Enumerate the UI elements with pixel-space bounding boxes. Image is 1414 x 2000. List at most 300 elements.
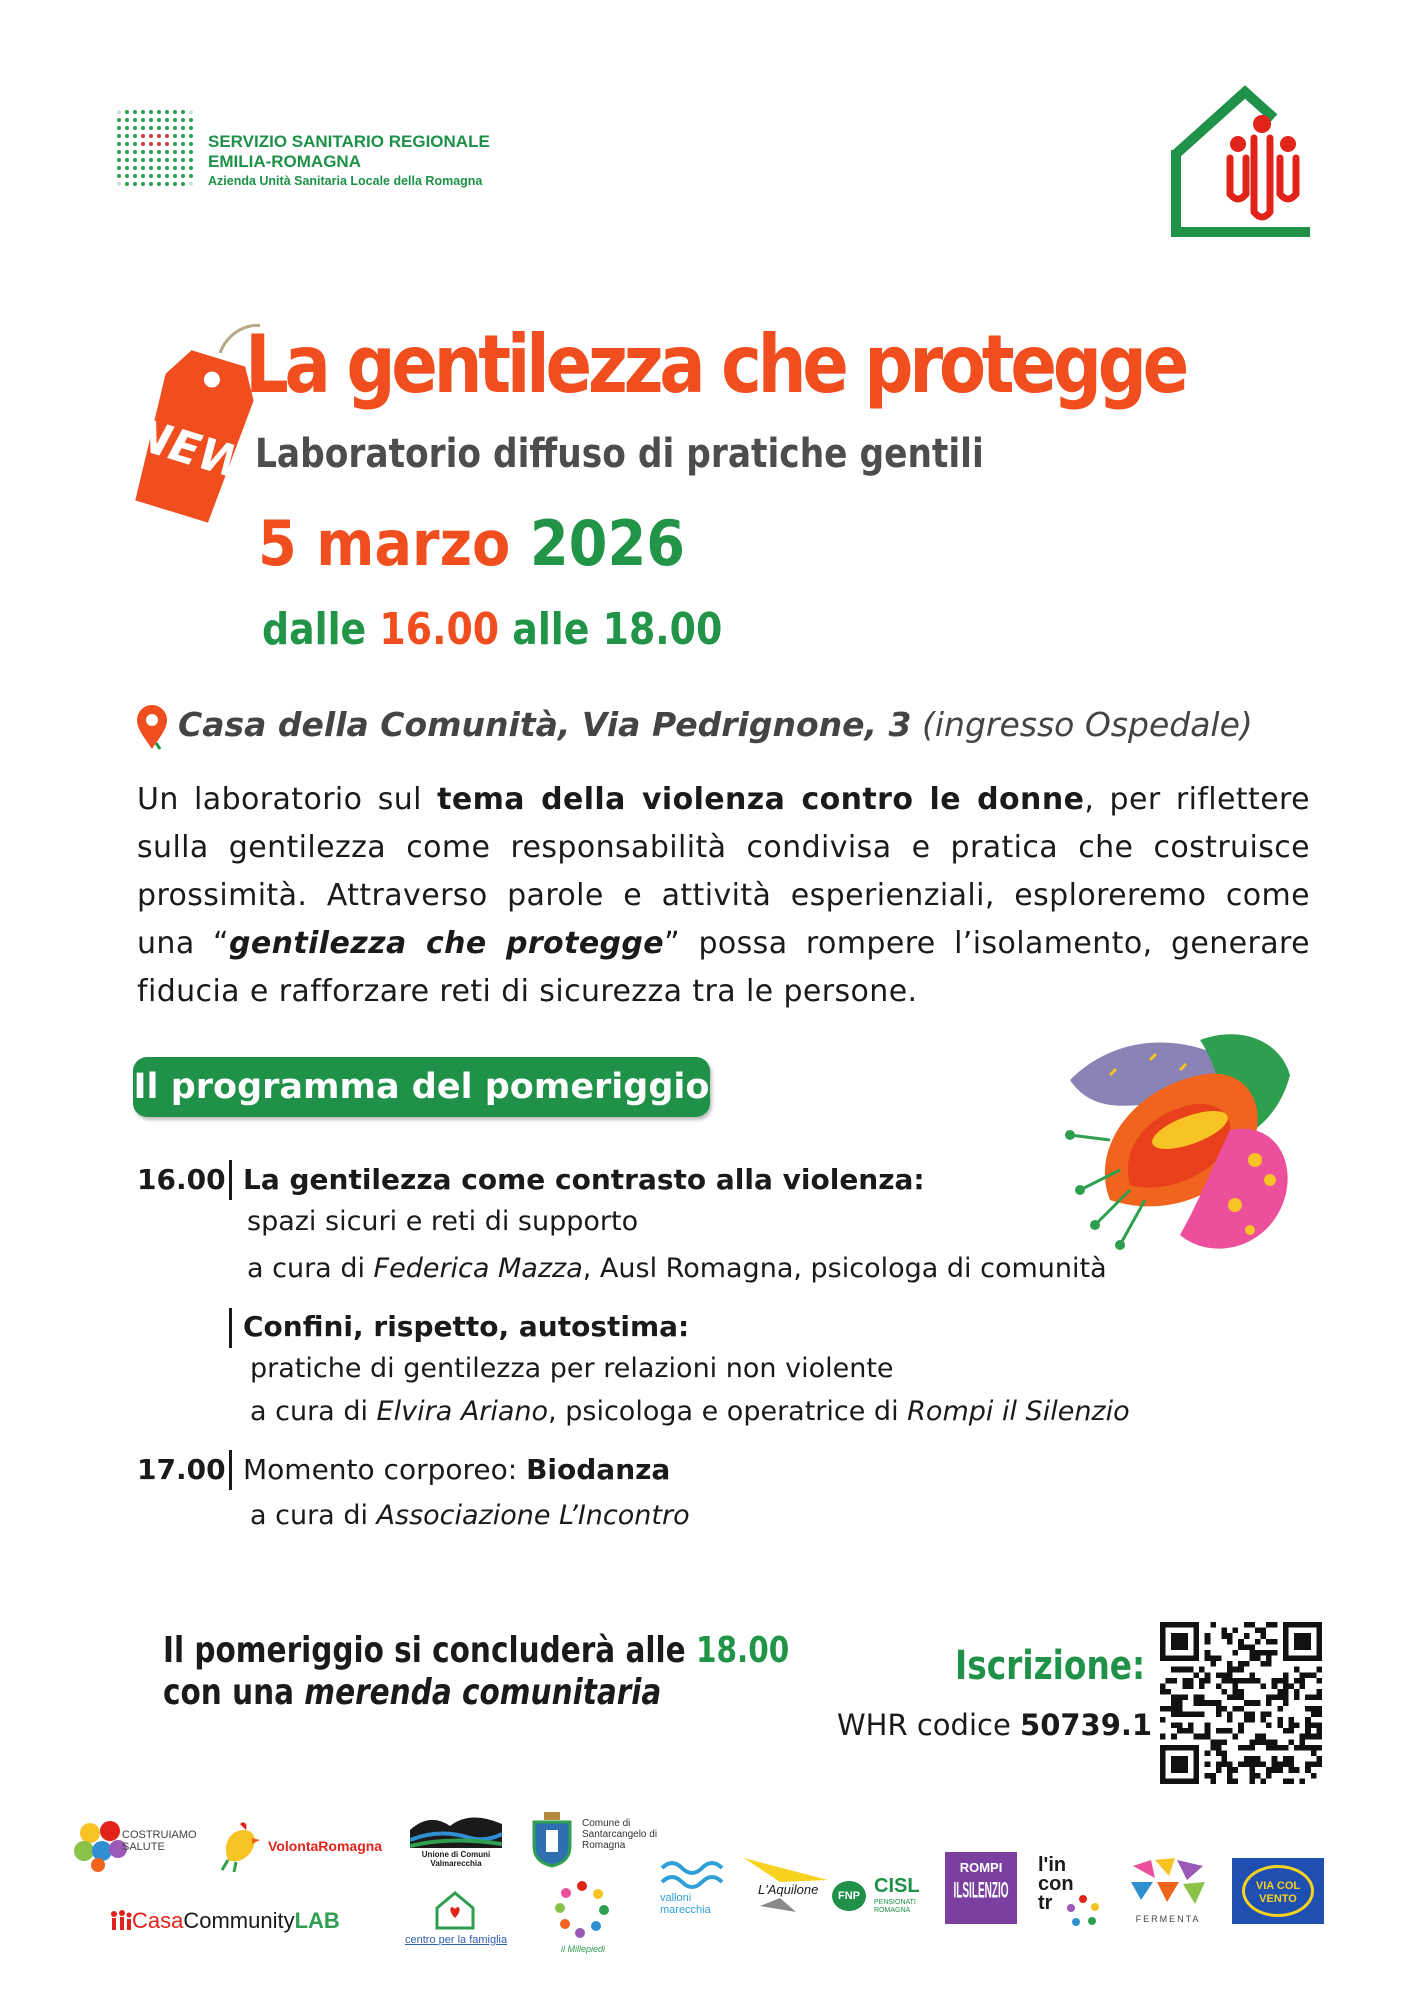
logo-dot [181, 134, 185, 138]
curated-name: Associazione L’Incontro [376, 1500, 690, 1531]
qr-module [1188, 1728, 1194, 1734]
qr-module [1288, 1762, 1294, 1768]
program-heading: Il programma del pomeriggio [133, 1057, 710, 1117]
qr-module [1311, 1745, 1317, 1751]
fermenta-text: FERMENTA [1135, 1914, 1201, 1924]
lincontro-text: l'in con tr [1038, 1854, 1074, 1914]
ssr-logo-text [208, 132, 490, 190]
closing-line1-prefix: Il pomeriggio si concluderà alle [163, 1630, 696, 1671]
qr-module [1261, 1717, 1267, 1723]
qr-module [1288, 1683, 1294, 1689]
qr-module [1244, 1756, 1250, 1762]
closing-line2-prefix: con una [163, 1672, 305, 1713]
costruiamo-salute-text: COSTRUIAMO SALUTE [122, 1829, 197, 1853]
qr-module [1277, 1717, 1283, 1723]
event-date [258, 505, 685, 583]
qr-module [1199, 1711, 1205, 1717]
qr-module [1171, 1695, 1177, 1701]
qr-module [1249, 1717, 1255, 1723]
logo-dot [181, 174, 185, 178]
volontaromagna-logo [218, 1820, 398, 1872]
qr-module [1266, 1723, 1272, 1729]
logo-dot [165, 182, 169, 186]
logo-dot [133, 182, 137, 186]
qr-module [1311, 1750, 1317, 1756]
logo-dot [165, 126, 169, 130]
logo-dot [133, 118, 137, 122]
qr-module [1316, 1734, 1322, 1740]
qr-module [1294, 1695, 1300, 1701]
qr-module [1233, 1778, 1239, 1784]
qr-module [1249, 1622, 1255, 1628]
qr-module [1166, 1706, 1172, 1712]
program-item-1-divider [229, 1160, 232, 1200]
logo-dot [165, 174, 169, 178]
code-prefix: WHR codice [837, 1708, 1021, 1742]
qr-module [1311, 1672, 1317, 1678]
qr-module [1249, 1700, 1255, 1706]
qr-module [1233, 1767, 1239, 1773]
qr-module [1227, 1672, 1233, 1678]
qr-module [1194, 1700, 1200, 1706]
qr-module [1227, 1711, 1233, 1717]
qr-module [1277, 1723, 1283, 1729]
program-item-2-title: Confini, rispetto, autostima: [243, 1310, 690, 1343]
logo-dot [125, 118, 129, 122]
new-tag-icon [115, 315, 260, 535]
qr-module [1316, 1678, 1322, 1684]
qr-module [1171, 1723, 1177, 1729]
qr-module [1249, 1762, 1255, 1768]
qr-module [1249, 1672, 1255, 1678]
qr-module [1233, 1678, 1239, 1684]
logo-dot [157, 166, 161, 170]
logo-dot [149, 158, 153, 162]
curated-suffix: , psicologa e operatrice di [548, 1396, 908, 1427]
logo-dot [141, 166, 145, 170]
logo-dot [125, 134, 129, 138]
qr-module [1244, 1711, 1250, 1717]
qr-module [1227, 1767, 1233, 1773]
via-col-vento-logo [1232, 1858, 1324, 1924]
cisl-sub: PENSIONATI ROMAGNA [874, 1899, 916, 1914]
logo-dot [165, 166, 169, 170]
qr-module [1311, 1762, 1317, 1768]
qr-module [1288, 1728, 1294, 1734]
registration-code [837, 1705, 1152, 1745]
qr-module [1210, 1661, 1216, 1667]
qr-module [1194, 1711, 1200, 1717]
qr-module [1255, 1739, 1261, 1745]
qr-module [1266, 1711, 1272, 1717]
intro-part1: Un laboratorio sul [137, 782, 438, 817]
logo-dot [173, 110, 177, 114]
qr-module [1210, 1656, 1216, 1662]
intro-bold: tema della violenza contro le donne [437, 782, 1085, 817]
qr-module [1244, 1622, 1250, 1628]
logo-dot [189, 150, 193, 154]
qr-module [1238, 1639, 1244, 1645]
qr-module [1283, 1778, 1289, 1784]
lincontro-people-circle-icon [1066, 1894, 1100, 1928]
logo-dot [125, 166, 129, 170]
location-pin-icon [134, 703, 170, 751]
qr-module [1311, 1723, 1317, 1729]
logo-dot [141, 110, 145, 114]
logo-dot [189, 182, 193, 186]
qr-module [1171, 1756, 1188, 1773]
qr-module [1249, 1739, 1255, 1745]
qr-module [1288, 1778, 1294, 1784]
qr-module [1227, 1717, 1233, 1723]
qr-module [1244, 1700, 1250, 1706]
fermenta-mosaic-icon [1125, 1856, 1211, 1912]
qr-module [1272, 1650, 1278, 1656]
qr-module [1277, 1695, 1283, 1701]
qr-module [1277, 1706, 1283, 1712]
qr-module [1233, 1683, 1239, 1689]
qr-module [1300, 1739, 1306, 1745]
curated-prefix: a cura di [250, 1500, 377, 1531]
qr-module [1261, 1739, 1267, 1745]
registration-label: Iscrizione: [955, 1643, 1146, 1689]
qr-module [1210, 1745, 1216, 1751]
qr-module [1288, 1723, 1294, 1729]
qr-module [1261, 1661, 1267, 1667]
qr-module [1171, 1734, 1177, 1740]
qr-module [1277, 1689, 1283, 1695]
logo-dot [181, 150, 185, 154]
logo-dot [189, 158, 193, 162]
qr-module [1249, 1650, 1255, 1656]
logo-dot [141, 150, 145, 154]
qr-module [1160, 1683, 1166, 1689]
qr-module [1199, 1683, 1205, 1689]
closing-time: 18.00 [695, 1630, 790, 1671]
qr-module [1171, 1678, 1177, 1684]
rompi-line1: ROMPI [959, 1860, 1003, 1875]
logo-dot [141, 142, 145, 146]
logo-dot [173, 142, 177, 146]
volontaromagna-text: VolontaRomagna [268, 1838, 383, 1854]
logo-dot [165, 150, 169, 154]
cisl-text: CISL [874, 1875, 920, 1897]
qr-module [1227, 1678, 1233, 1684]
ssr-line2: EMILIA-ROMAGNA [208, 152, 361, 171]
qr-module [1255, 1734, 1261, 1740]
logo-dot [157, 118, 161, 122]
qr-module [1283, 1678, 1289, 1684]
qr-module [1227, 1778, 1233, 1784]
ssr-dots-icon [115, 108, 195, 190]
logo-dot [189, 110, 193, 114]
event-date-year: 2026 [529, 507, 686, 580]
logo-dot [133, 110, 137, 114]
qr-module [1166, 1689, 1172, 1695]
qr-module [1205, 1633, 1211, 1639]
qr-module [1227, 1728, 1233, 1734]
qr-module [1283, 1728, 1289, 1734]
closing-merenda: merenda comunitaria [304, 1672, 662, 1713]
qr-module [1266, 1622, 1272, 1628]
event-title: La gentilezza che protegge [245, 318, 1186, 411]
qr-module [1272, 1745, 1278, 1751]
centro-famiglia-house-icon [433, 1890, 477, 1930]
qr-module [1221, 1728, 1227, 1734]
millepiedi-circle-icon [552, 1878, 612, 1942]
qr-module [1199, 1700, 1205, 1706]
qr-module [1205, 1762, 1211, 1768]
qr-module [1221, 1762, 1227, 1768]
item-3-title-prefix: Momento corporeo: [243, 1453, 527, 1486]
qr-module [1288, 1756, 1294, 1762]
qr-module [1221, 1689, 1227, 1695]
logo-dot [181, 182, 185, 186]
rooster-icon [218, 1820, 262, 1872]
qr-module [1171, 1633, 1188, 1650]
millepiedi-logo [548, 1878, 618, 1962]
logo-dot [125, 158, 129, 162]
item-3-title-bold: Biodanza [526, 1453, 671, 1486]
centro-famiglia-logo [405, 1890, 508, 1952]
logo-dot [157, 150, 161, 154]
qr-module [1300, 1683, 1306, 1689]
logo-dot [157, 174, 161, 178]
qr-module [1261, 1650, 1267, 1656]
logo-dot [125, 110, 129, 114]
qr-module [1194, 1672, 1200, 1678]
qr-module [1316, 1762, 1322, 1768]
flower-illustration [1050, 1020, 1305, 1270]
logo-dot [189, 134, 193, 138]
qr-module [1305, 1734, 1311, 1740]
logo-dot [181, 118, 185, 122]
fermenta-logo [1125, 1856, 1211, 1930]
qr-module [1216, 1683, 1222, 1689]
qr-module [1210, 1778, 1216, 1784]
qr-module [1238, 1644, 1244, 1650]
rompi-il-silenzio-logo [945, 1852, 1017, 1924]
intro-part2: , per riflettere sulla gentilezza come responsabilità condivisa e pratica che costruisce prossimità. Attraverso parole e attività esperienziali, esploreremo come una “ [137, 782, 1310, 961]
qr-module [1244, 1633, 1250, 1639]
qr-module [1272, 1622, 1278, 1628]
qr-module [1283, 1683, 1289, 1689]
logo-dot [141, 182, 145, 186]
qr-module [1160, 1706, 1166, 1712]
logo-dot [133, 134, 137, 138]
logo-dot [133, 126, 137, 130]
qr-module [1171, 1667, 1177, 1673]
valloni-wave-icon [660, 1858, 724, 1890]
qr-module [1177, 1706, 1183, 1712]
qr-module [1221, 1672, 1227, 1678]
qr-module [1272, 1756, 1278, 1762]
qr-module [1244, 1717, 1250, 1723]
logo-dot [117, 166, 121, 170]
program-item-1-title: La gentilezza come contrasto alla violenza: [243, 1163, 925, 1196]
logo-dot [117, 118, 121, 122]
qr-module [1166, 1678, 1172, 1684]
qr-module [1221, 1633, 1227, 1639]
santarcangelo-logo [530, 1812, 660, 1868]
fnp-badge: FNP [832, 1881, 866, 1911]
qr-module [1221, 1750, 1227, 1756]
qr-module [1266, 1650, 1272, 1656]
qr-module [1266, 1661, 1272, 1667]
qr-module [1182, 1728, 1188, 1734]
qr-module [1177, 1700, 1183, 1706]
qr-module [1205, 1700, 1211, 1706]
qr-module [1255, 1700, 1261, 1706]
curated-name: Elvira Ariano [376, 1396, 549, 1427]
qr-module [1205, 1650, 1211, 1656]
logo-dot [149, 166, 153, 170]
ssr-line3: Azienda Unità Sanitaria Locale della Romagna [208, 174, 483, 188]
qr-module [1244, 1745, 1250, 1751]
qr-module [1294, 1745, 1300, 1751]
qr-module [1238, 1745, 1244, 1751]
logo-dot [189, 142, 193, 146]
logo-dot [141, 174, 145, 178]
qr-module [1283, 1700, 1289, 1706]
qr-module [1205, 1728, 1211, 1734]
qr-module [1199, 1695, 1205, 1701]
curated-prefix: a cura di [247, 1253, 374, 1284]
qr-module [1182, 1678, 1188, 1684]
qr-module [1272, 1678, 1278, 1684]
closing-line-1 [163, 1630, 789, 1672]
logo-dot [133, 158, 137, 162]
qr-module [1316, 1706, 1322, 1712]
event-location [178, 702, 1253, 748]
logo-dot [117, 134, 121, 138]
qr-module [1205, 1734, 1211, 1740]
logo-dot [133, 142, 137, 146]
logo-dot [173, 134, 177, 138]
logo-dot [117, 174, 121, 178]
logo-dot [125, 174, 129, 178]
qr-module [1266, 1700, 1272, 1706]
casacommunity-casa: Casa [132, 1908, 184, 1933]
qr-module [1227, 1762, 1233, 1768]
qr-module [1294, 1667, 1300, 1673]
logo-dot [189, 118, 193, 122]
via-col-vento-text: VIA COL VENTO [1242, 1865, 1314, 1917]
qr-module [1261, 1683, 1267, 1689]
qr-module [1182, 1695, 1188, 1701]
logo-dot [125, 182, 129, 186]
qr-module [1210, 1773, 1216, 1779]
logo-dot [141, 126, 145, 130]
qr-module [1199, 1734, 1205, 1740]
casacommunity-comm: Community [183, 1908, 295, 1933]
qr-module [1272, 1683, 1278, 1689]
logo-dot [181, 166, 185, 170]
qr-module [1249, 1745, 1255, 1751]
logo-dot [181, 158, 185, 162]
qr-module [1283, 1762, 1289, 1768]
valmarecchia-text: Unione di Comuni Valmarecchia [421, 1850, 491, 1868]
qr-module [1305, 1767, 1311, 1773]
qr-module [1216, 1750, 1222, 1756]
qr-module [1205, 1656, 1211, 1662]
qr-module [1227, 1695, 1233, 1701]
qr-module [1221, 1706, 1227, 1712]
time-from-label: dalle [262, 604, 367, 655]
logo-dot [157, 158, 161, 162]
qr-module [1311, 1734, 1317, 1740]
casa-comunita-house-icon [1170, 84, 1320, 239]
qr-module [1233, 1695, 1239, 1701]
qr-module [1316, 1756, 1322, 1762]
qr-module [1194, 1695, 1200, 1701]
program-item-1-curated [247, 1249, 1107, 1289]
registration-qr-code[interactable] [1160, 1622, 1322, 1784]
logo-dot [165, 142, 169, 146]
qr-module [1316, 1728, 1322, 1734]
qr-module [1205, 1639, 1211, 1645]
qr-module [1177, 1667, 1183, 1673]
qr-module [1288, 1717, 1294, 1723]
ssr-logo [115, 108, 515, 198]
qr-module [1188, 1683, 1194, 1689]
qr-module [1283, 1672, 1289, 1678]
event-subtitle: Laboratorio diffuso di pratiche gentili [255, 431, 984, 477]
aquilone-logo [740, 1852, 830, 1922]
qr-module [1300, 1678, 1306, 1684]
qr-module [1182, 1711, 1188, 1717]
qr-module [1171, 1706, 1177, 1712]
qr-module [1221, 1628, 1227, 1634]
qr-module [1283, 1689, 1289, 1695]
qr-module [1261, 1628, 1267, 1634]
logo-dot [173, 174, 177, 178]
program-item-1-line: spazi sicuri e reti di supporto [247, 1206, 639, 1237]
qr-module [1300, 1745, 1306, 1751]
qr-module [1288, 1739, 1294, 1745]
logo-dot [157, 134, 161, 138]
qr-module [1160, 1734, 1166, 1740]
qr-module [1266, 1767, 1272, 1773]
qr-module [1238, 1678, 1244, 1684]
logo-dot [149, 126, 153, 130]
qr-module [1316, 1689, 1322, 1695]
qr-module [1261, 1633, 1267, 1639]
new-tag-label: NEW [127, 408, 254, 492]
intro-part3: ” possa rompere l’isolamento, generare fiducia e rafforzare reti di sicurezza tra le persone. [137, 926, 1310, 1009]
qr-module [1261, 1711, 1267, 1717]
qr-module [1177, 1695, 1183, 1701]
qr-module [1244, 1678, 1250, 1684]
logo-dot [173, 158, 177, 162]
qr-module [1311, 1695, 1317, 1701]
qr-module [1227, 1773, 1233, 1779]
logo-dot [149, 174, 153, 178]
program-item-2-line: pratiche di gentilezza per relazioni non violente [250, 1353, 894, 1384]
qr-module [1216, 1700, 1222, 1706]
ssr-line1: SERVIZIO SANITARIO REGIONALE [208, 132, 490, 151]
qr-module [1283, 1745, 1289, 1751]
qr-module [1205, 1672, 1211, 1678]
logo-dot [173, 166, 177, 170]
logo-dot [189, 166, 193, 170]
qr-module [1238, 1689, 1244, 1695]
qr-module [1261, 1762, 1267, 1768]
program-item-2-curated [250, 1392, 1130, 1432]
lincontro-logo [1036, 1856, 1104, 1930]
logo-dot [181, 142, 185, 146]
closing-line-2 [163, 1672, 789, 1714]
